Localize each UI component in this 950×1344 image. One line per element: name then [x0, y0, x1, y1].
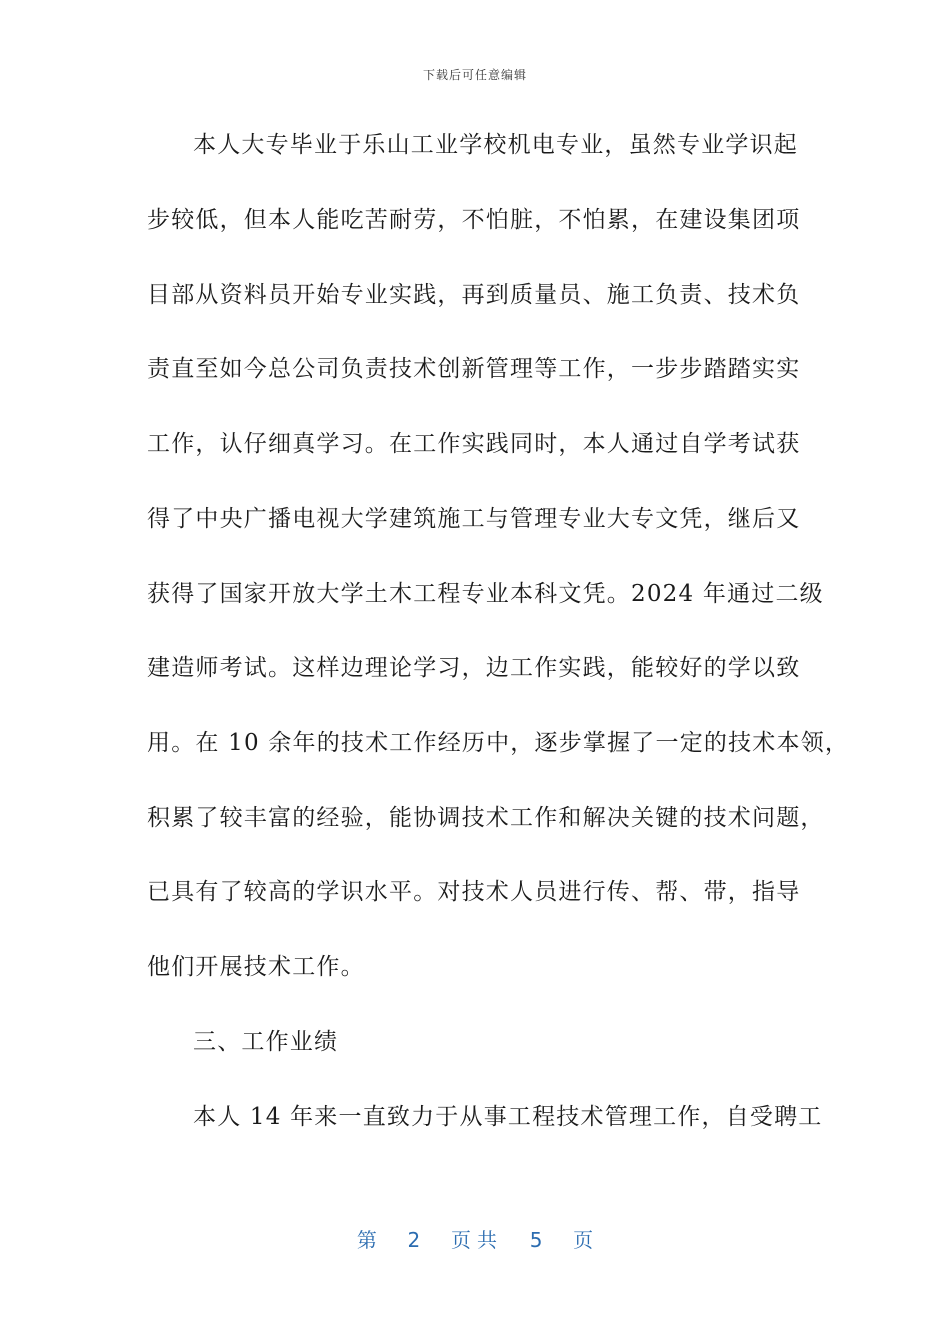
- text-line-2: 步较低，但本人能吃苦耐劳，不怕脏，不怕累，在建设集团项: [147, 207, 801, 233]
- total-pages-number: 5: [529, 1228, 543, 1252]
- text-line-14: 本人 14 年来一直致力于从事工程技术管理工作，自受聘工: [193, 1104, 823, 1130]
- text-line-8: 建造师考试。这样边理论学习，边工作实践，能较好的学以致: [147, 655, 801, 681]
- text-line-9: 用。在 10 余年的技术工作经历中，逐步掌握了一定的技术本领，: [147, 730, 850, 756]
- text-line-6: 得了中央广播电视大学建筑施工与管理专业大专文凭，继后又: [147, 506, 801, 532]
- text-line-3: 目部从资料员开始专业实践，再到质量员、施工负责、技术负: [147, 282, 801, 308]
- text-line-4: 责直至如今总公司负责技术创新管理等工作，一步步踏踏实实: [147, 356, 801, 382]
- text-line-10: 积累了较丰富的经验，能协调技术工作和解决关键的技术问题，: [147, 805, 825, 831]
- footer-page-word-2: 页共: [451, 1228, 503, 1252]
- footer-page-word-1: 第: [356, 1228, 377, 1252]
- footer-page-word-3: 页: [573, 1228, 594, 1252]
- page-footer: [0, 1224, 950, 1253]
- text-line-7: 获得了国家开放大学土木工程专业本科文凭。2024 年通过二级: [147, 581, 824, 607]
- text-line-12: 他们开展技术工作。: [147, 954, 365, 980]
- text-line-1: 本人大专毕业于乐山工业学校机电专业，虽然专业学识起: [193, 132, 798, 158]
- text-line-11: 已具有了较高的学识水平。对技术人员进行传、帮、带，指导: [147, 879, 801, 905]
- section-heading: 三、工作业绩: [193, 1029, 339, 1055]
- current-page-number: 2: [407, 1228, 421, 1252]
- text-line-5: 工作，认仔细真学习。在工作实践同时，本人通过自学考试获: [147, 431, 801, 457]
- header-note: 下载后可任意编辑: [422, 68, 527, 82]
